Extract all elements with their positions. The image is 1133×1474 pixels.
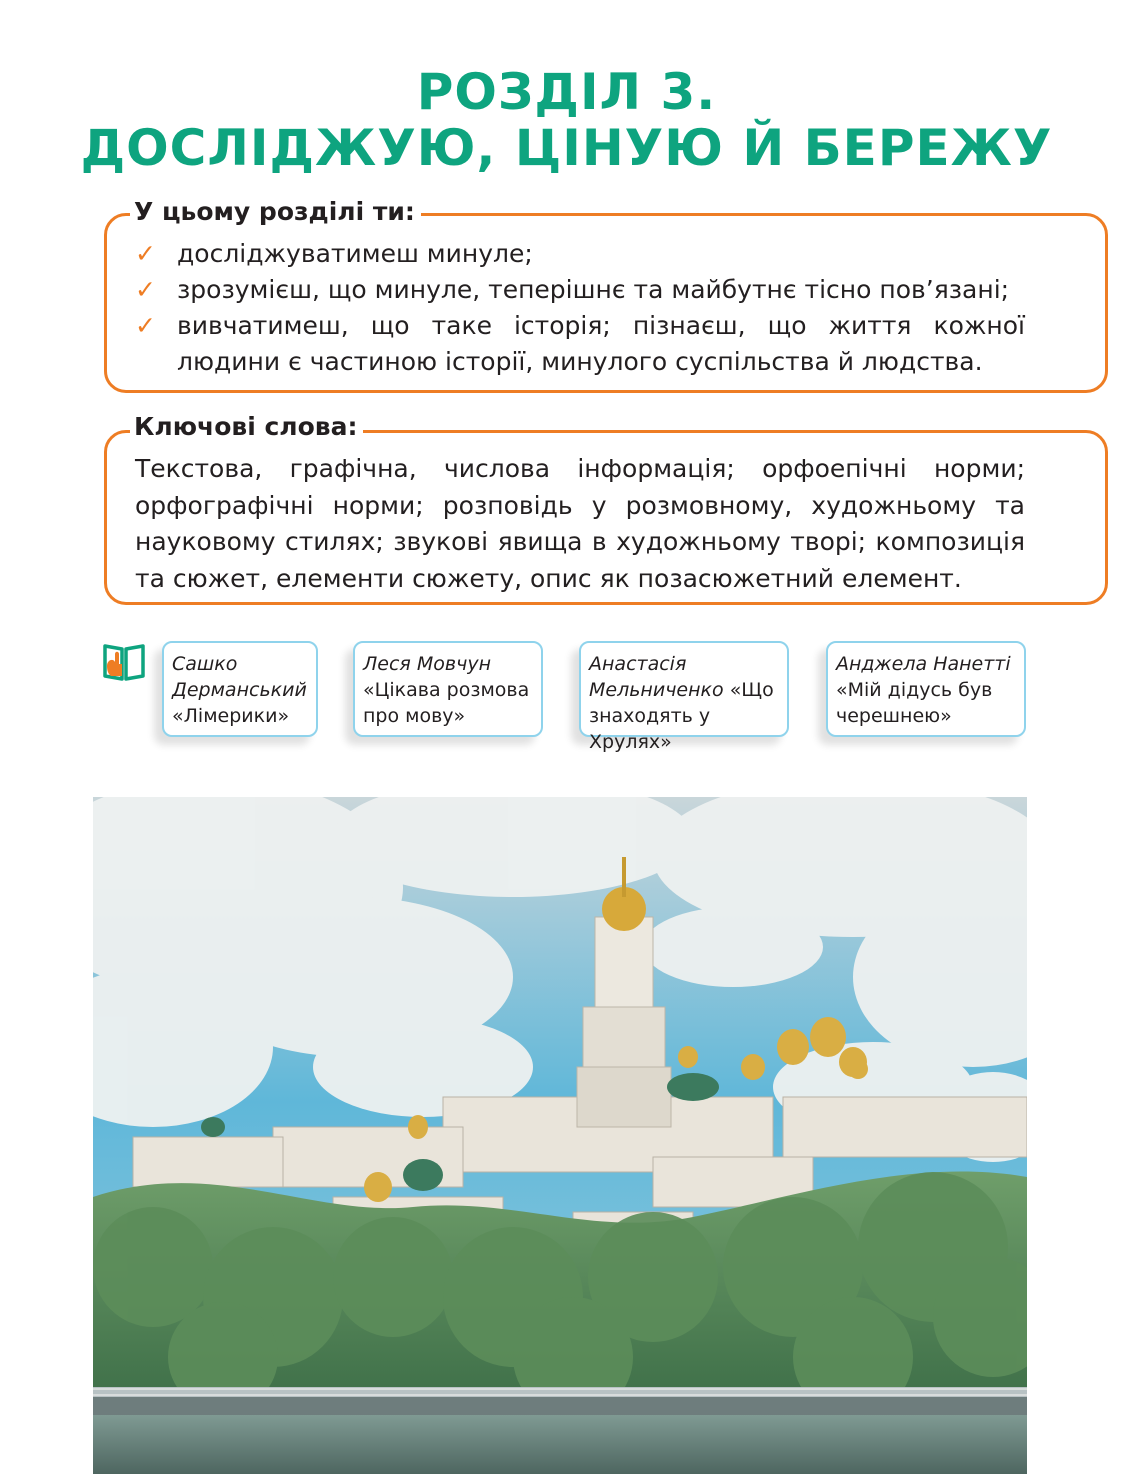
goals-list [135,236,1025,380]
goal-item [135,308,1025,380]
card-author: Сашко Дерманський [172,653,307,701]
check-icon: ✓ [135,275,156,304]
keywords-heading: Ключові слова: [130,412,363,442]
keywords-text: Текстова, графічна, числова інформація; орфоепічні норми; орфографічні норми; розповідь у розмовному, художньому та науковому стилях; звукові явища в художньому творі; композиція та сюжет, елементи сюжету, опис як позасюжетний елемент. [135,454,1025,593]
reading-card[interactable] [826,641,1026,737]
kyiv-pechersk-lavra-photo [93,797,1027,1474]
goal-text: вивчатимеш, що таке історія; пізнаєш, що життя кожної людини є частиною історії, минулого суспільства й людства. [177,311,1025,376]
open-book-hand-icon [103,642,145,682]
card-author: Леся Мовчун [363,653,491,675]
card-title: «Лімерики» [172,705,290,727]
reading-card[interactable] [579,641,789,753]
goal-item [135,272,1025,308]
card-title: «Цікава розмова про мову» [363,679,530,727]
chapter-title-line1: РОЗДІЛ 3. [416,63,717,121]
card-title: «Що знаходять у Хрулях» [589,679,774,753]
goal-text: досліджуватимеш минуле; [177,239,533,268]
reading-card[interactable] [353,641,543,737]
goal-item [135,236,1025,272]
card-author: Анджела Нанетті [836,653,1011,675]
card-author: Анастасія Мельниченко [589,653,724,701]
check-icon: ✓ [135,239,156,268]
goals-heading: У цьому розділі ти: [130,197,421,227]
check-icon: ✓ [135,311,156,340]
goal-text: зрозумієш, що минуле, теперішнє та майбутнє тісно пов’язані; [177,275,1010,304]
chapter-title-line2: ДОСЛІДЖУЮ, ЦІНУЮ Й БЕРЕЖУ [80,119,1053,177]
reading-card[interactable] [162,641,318,737]
card-title: «Мій дідусь був черешнею» [836,679,993,727]
